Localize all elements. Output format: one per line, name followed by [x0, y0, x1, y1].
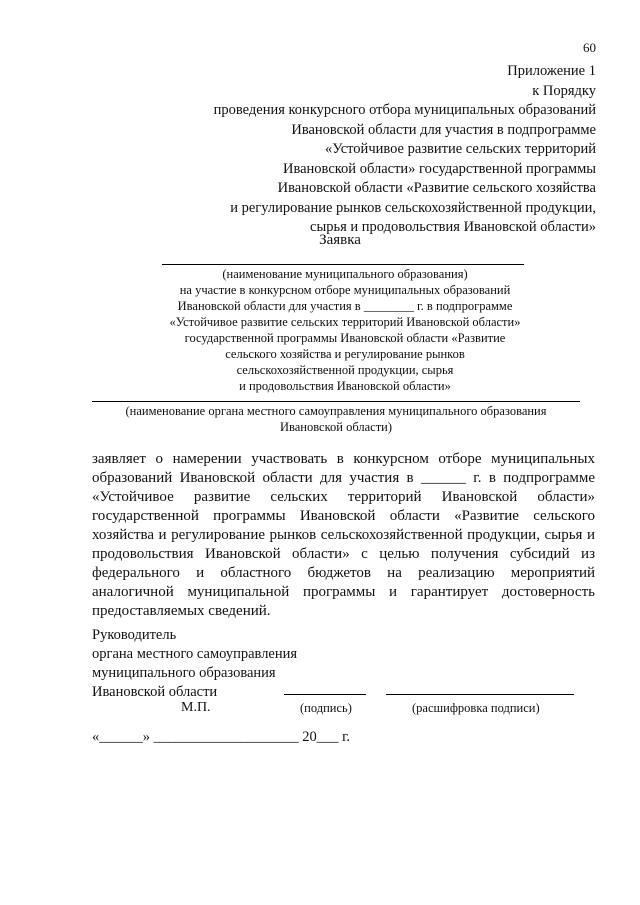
appendix-line: Приложение 1	[507, 63, 596, 79]
appendix-line: к Порядку	[532, 82, 596, 99]
municipality-name-line	[162, 264, 524, 265]
appendix-line: и регулирование рынков сельскохозяйственной продукции,	[230, 199, 596, 216]
signatory-line: муниципального образования	[92, 665, 276, 681]
signatory-line: Ивановской области	[92, 684, 218, 700]
decoding-caption: (расшифровка подписи)	[412, 701, 540, 715]
appendix-line: проведения конкурсного отбора муниципальных образований	[213, 102, 596, 118]
stamp-label: М.П.	[181, 700, 211, 715]
participation-line: сельского хозяйства и регулирование рынков	[225, 347, 465, 361]
appendix-line: Ивановской области для участия в подпрограмме	[291, 121, 596, 138]
document-title: Заявка	[319, 232, 361, 248]
body-paragraph: заявляет о намерении участвовать в конкурсном отборе муниципальных образований Ивановской области для участия в ______ г. в подпрограмме «Устойчивое развитие сельских территорий Ивановской области» государственной программы Ивановской области «Развитие сельского хозяйства и регулирование рынков сельскохозяйственной продукции, сырья и продовольствия Ивановской области» с целью получения субсидий из федерального и областного бюджетов на реализацию мероприятий аналогичной муниципальной программы и гарантирует достоверность предоставляемых сведений.	[92, 451, 595, 619]
signatory-line: Руководитель	[92, 627, 177, 643]
participation-line: «Устойчивое развитие сельских территорий Ивановской области»	[169, 315, 521, 329]
participation-line: государственной программы Ивановской области «Развитие	[184, 331, 506, 345]
date-line: «______» ____________________ 20___ г.	[92, 729, 351, 745]
appendix-line: Ивановской области» государственной программы	[282, 160, 596, 177]
municipality-caption: (наименование муниципального образования)	[222, 267, 468, 281]
participation-line: Ивановской области для участия в ________ г. в подпрограмме	[177, 299, 513, 313]
signature-caption: (подпись)	[300, 701, 352, 715]
signatory-line: органа местного самоуправления	[92, 646, 298, 662]
decoding-field-line	[386, 694, 574, 695]
page-number: 60	[583, 40, 596, 55]
appendix-header	[76, 62, 596, 238]
appendix-line: Ивановской области «Развитие сельского хозяйства	[277, 180, 596, 196]
organ-caption-line: (наименование органа местного самоуправления муниципального образования	[125, 404, 547, 418]
participation-line: и продовольствия Ивановской области»	[239, 379, 451, 393]
organ-caption-line: Ивановской области)	[279, 420, 393, 434]
participation-line: на участие в конкурсном отборе муниципальных образований	[179, 283, 511, 297]
participation-block	[120, 266, 570, 394]
organ-caption	[92, 403, 580, 435]
signature-field-line	[284, 694, 366, 695]
organ-name-line	[92, 401, 580, 402]
participation-line: сельскохозяйственной продукции, сырья	[236, 363, 454, 377]
appendix-line: сырья и продовольствия Ивановской области»	[310, 219, 596, 235]
appendix-line: «Устойчивое развитие сельских территорий	[324, 141, 596, 157]
